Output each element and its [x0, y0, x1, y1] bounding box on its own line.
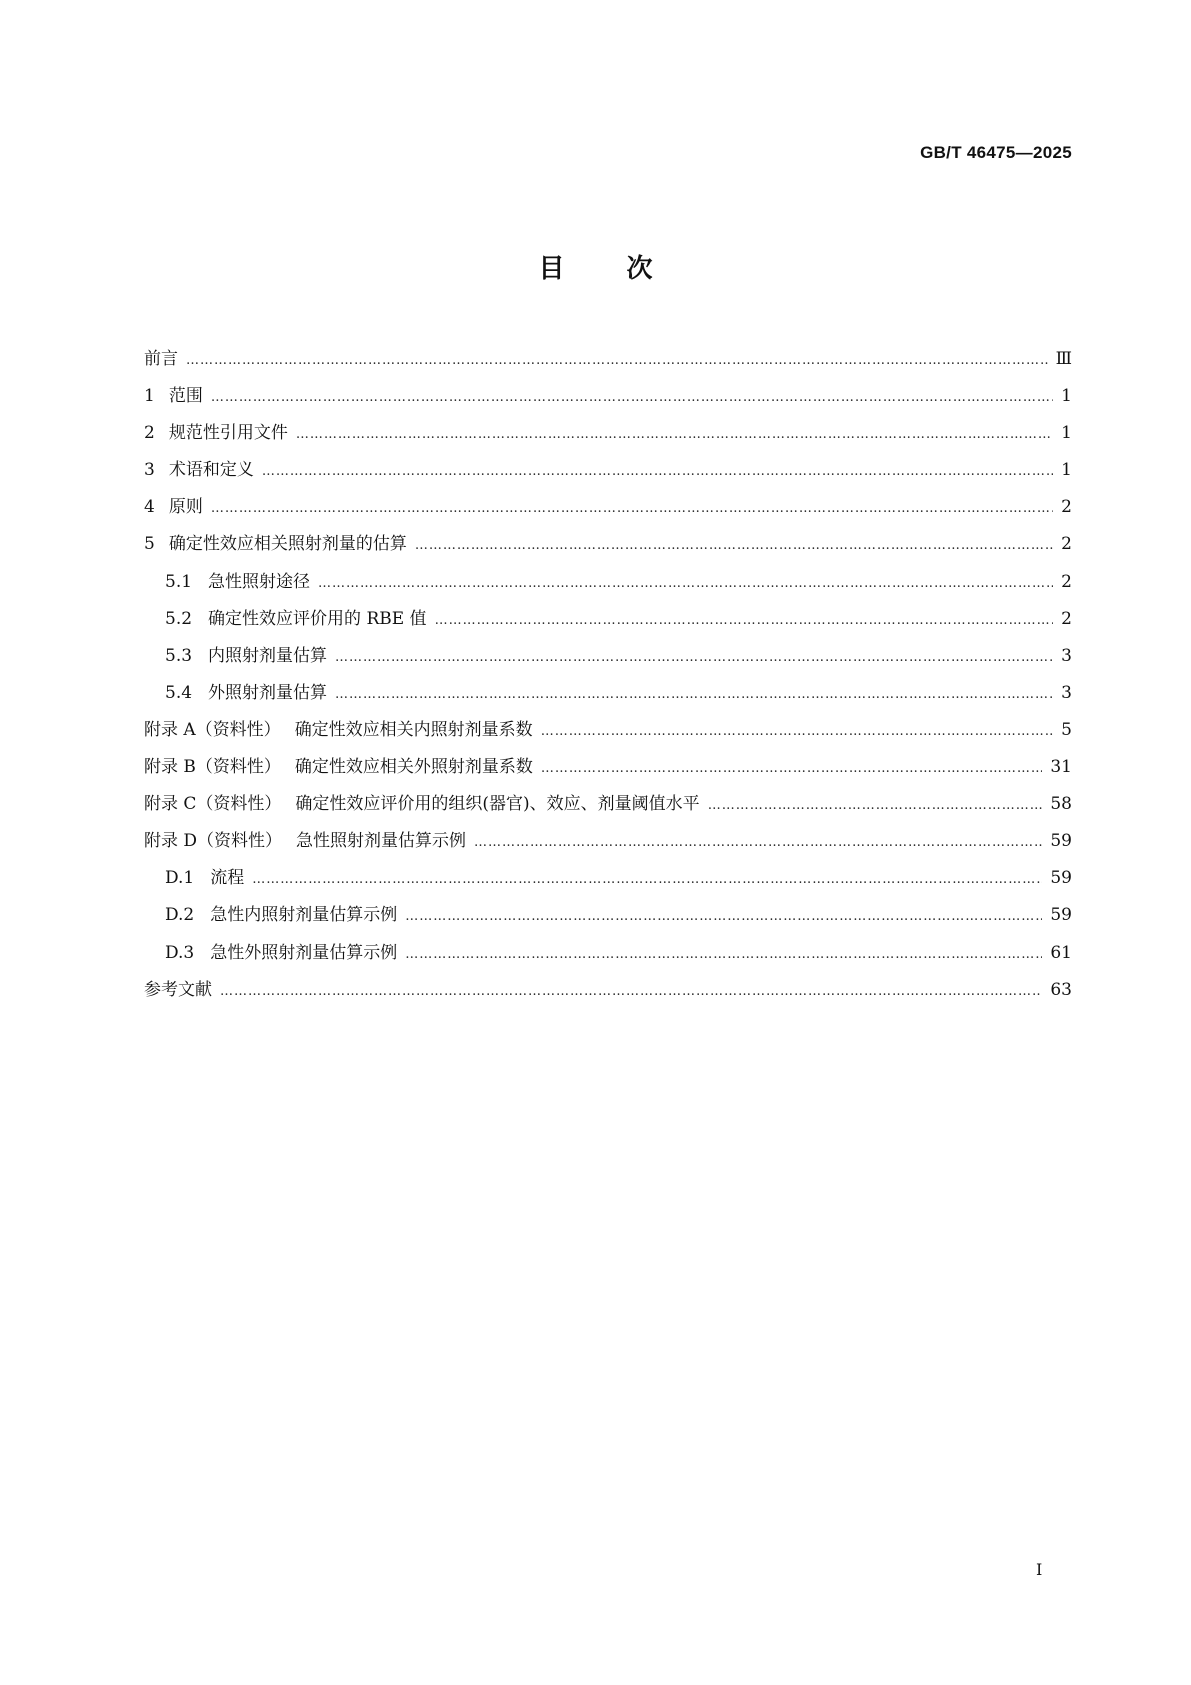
toc-entry-number: D.1 — [165, 868, 195, 889]
toc-entry-label: 确定性效应相关外照射剂量系数 — [294, 757, 533, 778]
toc-entry-page: 1 — [1061, 386, 1072, 407]
toc-entry-number: 5.2 — [165, 608, 193, 629]
toc-entry[interactable] — [144, 938, 1072, 975]
toc-entry[interactable] — [144, 975, 1072, 1012]
toc-entry[interactable] — [144, 900, 1072, 937]
toc-entry-label: 急性照射剂量估算示例 — [296, 831, 467, 852]
toc-entry-label: 急性照射途径 — [208, 571, 311, 592]
toc-entry-number: 1 — [144, 386, 155, 407]
toc-entry-number: 2 — [144, 423, 155, 444]
toc-entry[interactable] — [144, 715, 1072, 752]
toc-entry-page: Ⅲ — [1055, 349, 1072, 369]
toc-entry-number: 5.1 — [165, 571, 193, 592]
toc-entry-page: 2 — [1061, 608, 1072, 629]
table-of-contents — [144, 344, 1072, 1012]
dot-leader — [474, 835, 1042, 850]
dot-leader — [541, 724, 1053, 739]
toc-entry-label: 确定性效应相关内照射剂量系数 — [294, 719, 533, 740]
toc-entry-label: 急性内照射剂量估算示例 — [210, 905, 398, 926]
dot-leader — [262, 464, 1053, 479]
toc-entry-number: 5.4 — [165, 682, 193, 703]
toc-entry-label: 术语和定义 — [168, 460, 254, 481]
toc-entry[interactable] — [144, 418, 1072, 455]
toc-entry[interactable] — [144, 863, 1072, 900]
toc-entry-page: 59 — [1050, 831, 1072, 852]
toc-entry[interactable] — [144, 492, 1072, 529]
toc-entry-page: 1 — [1061, 423, 1072, 444]
toc-entry-number: 3 — [144, 460, 155, 481]
toc-entry[interactable] — [144, 455, 1072, 492]
toc-entry[interactable] — [144, 678, 1072, 715]
toc-entry-label: 规范性引用文件 — [168, 423, 288, 444]
toc-entry-number: D.3 — [165, 942, 195, 963]
toc-entry-label: 确定性效应相关照射剂量的估算 — [168, 534, 407, 555]
dot-leader — [541, 761, 1042, 776]
toc-entry-label: 确定性效应评价用的组织(器官)、效应、剂量阈值水平 — [295, 794, 700, 815]
title-char: 目 — [538, 254, 565, 284]
toc-entry-page: 63 — [1050, 979, 1072, 1000]
dot-leader — [211, 501, 1053, 516]
toc-entry[interactable] — [144, 826, 1072, 863]
toc-entry[interactable] — [144, 381, 1072, 418]
toc-entry-page: 61 — [1050, 942, 1072, 963]
dot-leader — [405, 909, 1042, 924]
toc-entry-label: 外照射剂量估算 — [208, 682, 328, 703]
toc-entry-number: 5.3 — [165, 645, 193, 666]
toc-entry-number: 附录 A（资料性） — [144, 719, 281, 740]
toc-entry-number: 5 — [144, 534, 155, 555]
toc-entry-page: 5 — [1061, 719, 1072, 740]
dot-leader — [296, 427, 1053, 442]
dot-leader — [335, 687, 1053, 702]
toc-entry-label: 参考文献 — [144, 979, 212, 1000]
toc-entry-label: 范围 — [168, 386, 203, 407]
dot-leader — [220, 984, 1042, 999]
toc-entry-number: 附录 C（资料性） — [144, 794, 282, 815]
dot-leader — [211, 390, 1053, 405]
dot-leader — [405, 947, 1042, 962]
toc-entry-label: 前言 — [144, 349, 178, 369]
toc-entry-label: 内照射剂量估算 — [208, 645, 328, 666]
toc-entry[interactable] — [144, 344, 1072, 381]
toc-entry-page: 59 — [1050, 868, 1072, 889]
dot-leader — [318, 576, 1053, 591]
toc-entry[interactable] — [144, 641, 1072, 678]
title-char: 次 — [626, 254, 653, 284]
toc-entry-page: 3 — [1061, 682, 1072, 703]
dot-leader — [415, 538, 1053, 553]
dot-leader — [435, 613, 1054, 628]
toc-entry-number: 附录 D（资料性） — [144, 831, 283, 852]
toc-entry[interactable] — [144, 789, 1072, 826]
toc-entry-page: 2 — [1061, 497, 1072, 518]
toc-entry-page: 31 — [1050, 757, 1072, 778]
toc-entry-label: 确定性效应评价用的 RBE 值 — [208, 608, 427, 629]
standard-number: GB/T 46475—2025 — [920, 143, 1072, 162]
toc-entry-page: 2 — [1061, 571, 1072, 592]
dot-leader — [252, 872, 1042, 887]
toc-entry-page: 2 — [1061, 534, 1072, 555]
toc-entry-page: 58 — [1050, 794, 1072, 815]
toc-entry-page: 59 — [1050, 905, 1072, 926]
toc-entry-label: 流程 — [210, 868, 245, 889]
toc-entry-page: 1 — [1061, 460, 1072, 481]
toc-entry[interactable] — [144, 752, 1072, 789]
toc-entry-number: D.2 — [165, 905, 195, 926]
dot-leader — [335, 650, 1053, 665]
toc-entry-page: 3 — [1061, 645, 1072, 666]
dot-leader — [708, 798, 1043, 813]
toc-entry-number: 4 — [144, 497, 155, 518]
page-title — [0, 248, 1191, 285]
toc-entry-label: 原则 — [168, 497, 203, 518]
toc-entry[interactable] — [144, 604, 1072, 641]
page-number: I — [1036, 1560, 1043, 1579]
dot-leader — [186, 353, 1048, 368]
toc-entry-label: 急性外照射剂量估算示例 — [210, 942, 398, 963]
toc-entry[interactable] — [144, 567, 1072, 604]
toc-entry-number: 附录 B（资料性） — [144, 757, 281, 778]
toc-entry[interactable] — [144, 529, 1072, 566]
